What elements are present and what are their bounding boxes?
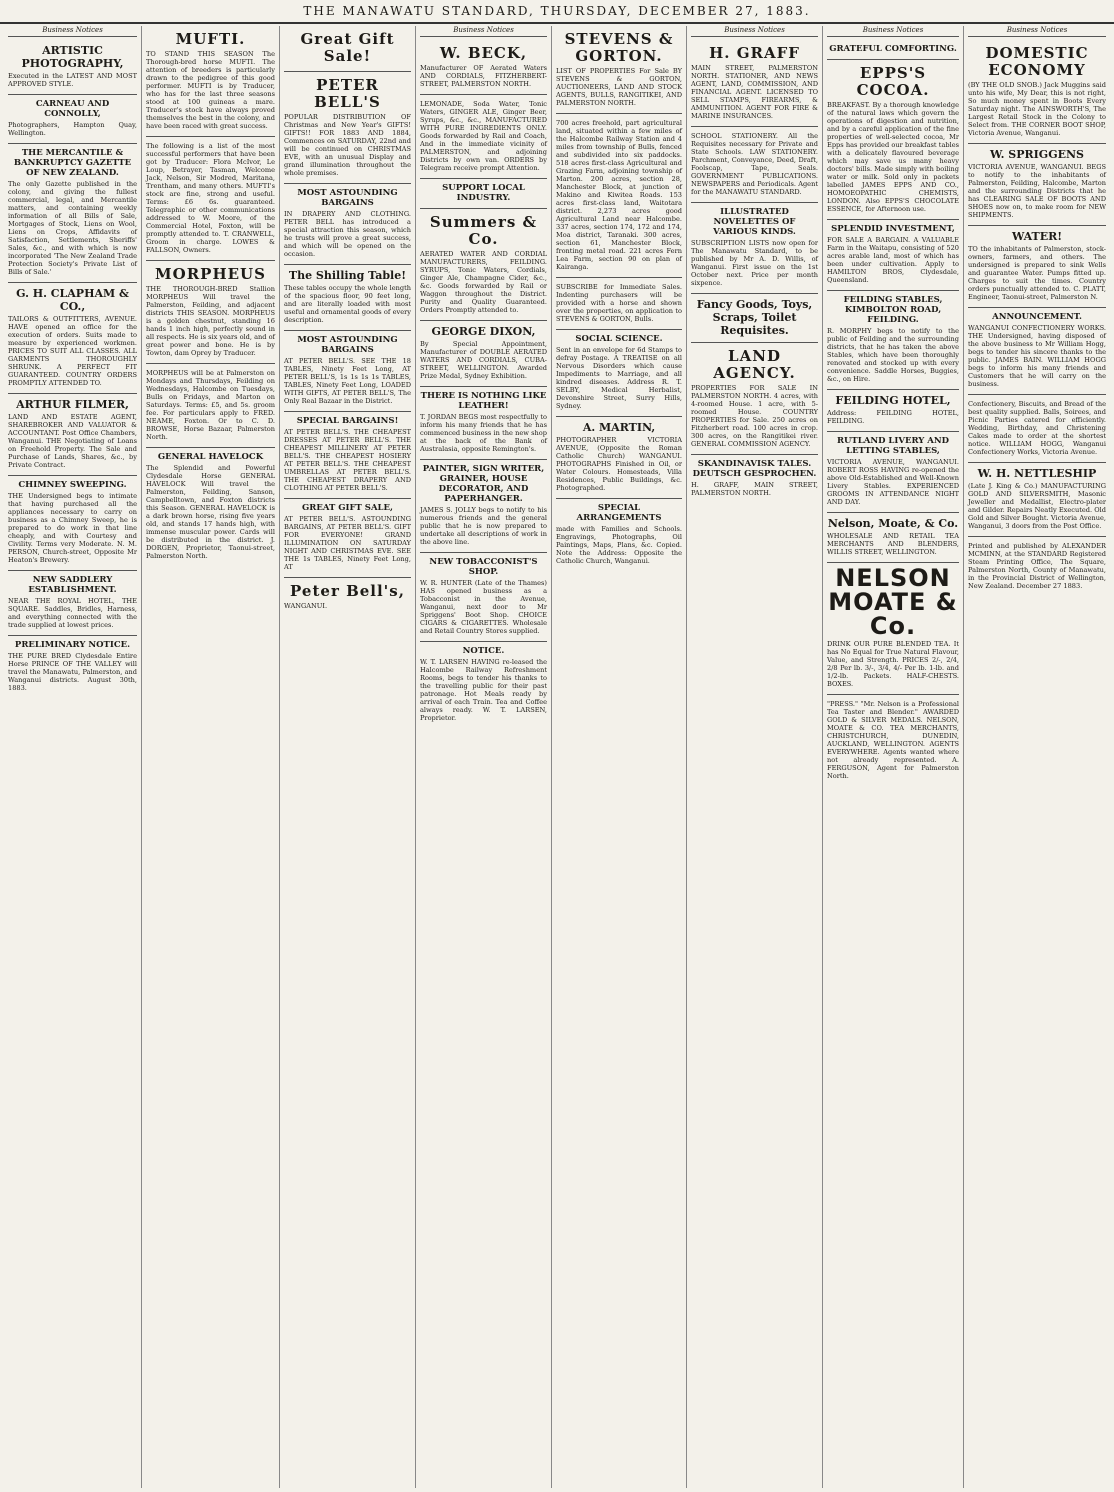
ad-body: 700 acres freehold, part agricultural land, situated within a few miles of the Halcombe Railway Station and 4 miles from township of Bulls, fenced and subdivided into six paddocks. 518 acres first-class Agricultural and Grazing Farm, adjoining township of Marton. 200 acres, section 28, Manchester Block, at junction of Makino and Kiwitea Roads. 153 acres first-class land, Waitotara district. 2,273 acres good Agricultural Land near Halcombe. 337 acres, section 174, 172 and 174, Moa district, Taranaki. 300 acres, section 61, Manchester Block, fronting metal road. 221 acres Fern Lea Farm, section 90 on plan of Kairanga. [556, 119, 682, 271]
advertisement [968, 463, 1106, 537]
advertisement [968, 144, 1106, 226]
ad-body: JAMES S. JOLLY begs to notify to his numerous friends and the general public that he is now prepared to undertake all descriptions of work in the above line. [420, 505, 547, 546]
ad-body: SCHOOL STATIONERY. All the Requisites necessary for Private and State Schools. LAW STATIONERY. Parchment, Conveyance, Deed, Draft, Foolscap, Tape, Seals. GOVERNMENT PUBLICATIONS. NEWSPAPERS and Periodicals. Agent for the MANAWATU STANDARD. [691, 131, 818, 196]
ad-title: GENERAL HAVELOCK [157, 452, 264, 462]
advertisement [284, 499, 411, 578]
ad-title: CHIMNEY SWEEPING. [18, 479, 127, 490]
column-8 [964, 26, 1110, 1488]
ad-body: (BY THE OLD SNOB.) Jack Muggins said unto his wife, My Dear, this is not right, So much money spent in Boots Every Saturday night. The AINSWORTH'S, The Largest Retail Stock in the Colony to Select from. THE CORNER BOOT SHOP, Victoria Avenue, Wanganui. [968, 80, 1106, 137]
column-1 [4, 26, 142, 1488]
ad-body: DRINK OUR PURE BLENDED TEA. It has No Equal for True Natural Flavour, Value, and Strength. PRICES 2/-, 2/4, 2/8 Per lb. 3/-, 3/4, 4/- Per lb. 1-lb. and 1/2-lb. Packets. HALF-CHESTS. BOXES. [827, 639, 959, 688]
advertisement [420, 642, 547, 728]
ad-title: RUTLAND LIVERY AND LETTING STABLES, [836, 435, 950, 456]
ad-title: Fancy Goods, Toys, Scraps, Toilet Requisites. [696, 297, 813, 337]
column-header: Business Notices [8, 26, 137, 37]
advertisement [146, 448, 275, 566]
ad-title: NEW TOBACCONIST'S SHOP. [429, 556, 538, 577]
advertisement [827, 390, 959, 432]
ad-title: SPECIAL ARRANGEMENTS [576, 503, 662, 523]
advertisement [420, 553, 547, 642]
ad-body: AT PETER BELL'S. ASTOUNDING BARGAINS, AT PETER BELL'S. GIFT FOR EVERYONE! GRAND ILLUMINATION ON SATURDAY NIGHT AND CHRISTMAS EVE. SEE THE 1s TABLES, Ninety Feet Long, AT [284, 515, 411, 571]
ad-body: LEMONADE, Soda Water, Tonic Waters, GINGER ALE, Ginger Beer, Syrups, &c., &c., MANUFACTURED WITH PURE INGREDIENTS ONLY. Goods forwarded by Rail and Coach, And in the immediate vicinity of PALMERSTON, and adjoining Districts by own van. ORDERS by Telegram receive prompt Attention. [420, 99, 547, 172]
advertisement [556, 417, 682, 499]
ad-body: W. R. HUNTER (Late of the Thames) HAS opened business as a Tobacconist in the Avenue, Wanganui, next door to Mr Spriggens' Boot Shop. CHOICE CIGARS & CIGARETTES. Wholesale and Retail Country Stores supplied. [420, 578, 547, 635]
ad-body: W. T. LARSEN HAVING re-leased the Halcombe Railway Refreshment Rooms, begs to tender his thanks to the travelling public for their past patronage. Hot Meals ready by arrival of each Train. Tea and Coffee always ready. W. T. LARSEN, Proprietor. [420, 657, 547, 722]
column-6 [687, 26, 823, 1488]
ad-body: Executed in the LATEST AND MOST APPROVED STYLE. [8, 71, 137, 88]
ad-title: The Shilling Table! [288, 269, 407, 282]
advertisement [8, 283, 137, 394]
advertisement [146, 26, 275, 137]
advertisement [146, 137, 275, 261]
column-5 [552, 26, 687, 1488]
ad-title: G. H. CLAPHAM & CO., [16, 286, 129, 313]
advertisement [284, 184, 411, 265]
ad-body: WANGANUI. [284, 602, 328, 610]
ad-title: Peter Bell's, [290, 582, 405, 600]
ad-body: Manufacturer OF Aerated Waters AND CORDIALS, FITZHERBERT-STREET, PALMERSTON NORTH. [420, 63, 547, 88]
ad-title: NEW SADDLERY ESTABLISHMENT. [28, 574, 117, 595]
column-7 [823, 26, 964, 1488]
ad-body: LAND AND ESTATE AGENT, SHAREBROKER AND VALUATOR & ACCOUNTANT. Post Office Chambers, Wanganui. THE Negotiating of Loans on Freehold Property. The Sale and Purchase of Lands, Shares, &c., by Private Contract. [8, 412, 137, 469]
ad-body: POPULAR DISTRIBUTION OF Christmas and New Year's GIFTS! GIFTS!! FOR 1883 AND 1884, Commences on SATURDAY, 22nd and will be continued on CHRISTMAS EVE, with an unusual Display and grand illumination throughout the whole premises. [284, 113, 411, 177]
ad-body: LIST OF PROPERTIES For Sale BY STEVENS & GORTON, AUCTIONEERS, LAND AND STOCK AGENTS, BULLS, RANGITIKEI, AND PALMERSTON NORTH. [556, 67, 682, 107]
advertisement [556, 278, 682, 330]
ad-title: Great Gift Sale! [300, 30, 395, 65]
ad-title: ARTISTIC PHOTOGRAPHY, [21, 43, 124, 70]
ad-title: H. GRAFF [709, 43, 800, 62]
ad-title: MUFTI. [175, 30, 246, 48]
ad-body: Sent in an envelope for 6d Stamps to defray Postage. A TREATISE on all Nervous Disorders which cause Impediments to Marriage, and all kindred diseases. Address R. T. SELBY, Medical Herbalist, Devonshire Street, Surry Hills, Sydney. [556, 346, 682, 410]
ad-body: PROPERTIES FOR SALE IN PALMERSTON NORTH. 4 acres, with 4-roomed House. 1 acre, with 5-roomed House. COUNTRY PROPERTIES for Sale. 250 acres on Fitzherbert road. 100 acres in crop. 300 acres, on the Rangitikei river. GENERAL COMMISSION AGENCY. [691, 383, 818, 448]
advertisement [8, 144, 137, 283]
advertisement [8, 476, 137, 571]
ad-body: Printed and published by ALEXANDER MCMINN, at the STANDARD Registered Steam Printing Office, The Square, Palmerston North, County of Manawatu, in the Provincial District of Wellington, New Zealand. December 27 1883. [968, 541, 1106, 590]
ad-body: TO the inhabitants of Palmerston, stock-owners, farmers, and others. The undersigned is prepared to sink Wells and guarantee Water. Pumps fitted up. Charges to suit the times. Country orders punctually attended to. C. PLATT, Engineer, Taonui-street, Palmerston N. [968, 244, 1106, 301]
ad-title: ILLUSTRATED NOVELETTES OF VARIOUS KINDS. [713, 206, 796, 237]
ad-body: Confectionery, Biscuits, and Bread of the best quality supplied. Balls, Soirees, and Picnic Parties catered for efficiently. Wedding, Birthday, and Christening Cakes made to order at the shortest notice. WILLIAM HOGG, Wanganui Confectionery Works, Victoria Avenue. [968, 399, 1106, 456]
advertisement [691, 343, 818, 455]
ad-title: STEVENS & GORTON. [564, 30, 674, 65]
column-header: Business Notices [827, 26, 959, 37]
ad-title: W. SPRIGGENS [990, 147, 1084, 161]
ad-title: EPPS'S COCOA. [856, 63, 930, 99]
advertisement [691, 127, 818, 203]
advertisement [968, 226, 1106, 308]
ad-title: PETER BELL'S [314, 76, 381, 111]
ad-title: SKANDINAVISK TALES. DEUTSCH GESPROCHEN. [692, 458, 817, 479]
ad-body: The only Gazette published in the colony, and giving the fullest commercial, legal, and Mercantile matters, and containing weekly information of all Bills of Sale, Mortgages of Stock, Liens on Wool, Liens on Crops, Affidavits of Satisfaction, Settlements, Sheriffs' Sales, &c., and with which is now incorporated 'The New Zealand Trade Protection Society's Private List of Bills of Sale.' [8, 179, 137, 276]
advertisement [284, 26, 411, 72]
ad-body: T. JORDAN BEGS most respectfully to inform his many friends that he has commenced business in the new shop at the back of the Bank of Australasia, opposite Remington's. [420, 412, 547, 453]
ad-body: TO STAND THIS SEASON The Thorough-bred horse MUFTI. The attention of breeders is particularly drawn to the pedigree of this good performer. MUFTI is by Traducer, who has for the last three seasons stood at 100 guineas a mare. Traducer's stock have always proved themselves the best in the colony, and have been raced with great success. [146, 50, 275, 130]
ad-body: THE Undersigned begs to intimate that having purchased all the appliances necessary to carry on business as a Chimney Sweep, he is prepared to do work in that line cheaply, and with Courtesy and Civility. Terms very Moderate. N. M. PERSON, Church-street, Opposite Mr Heaton's Brewery. [8, 491, 137, 564]
ad-title: SOCIAL SCIENCE. [575, 334, 663, 344]
ad-title: FEILDING STABLES, KIMBOLTON ROAD, FEILDING. [843, 294, 943, 325]
advertisement [420, 95, 547, 179]
advertisement [420, 179, 547, 209]
advertisement [284, 412, 411, 499]
ad-title: ARTHUR FILMER, [16, 397, 129, 411]
ad-body: FOR SALE A BARGAIN. A VALUABLE Farm in the Waitapu, consisting of 520 acres arable land, most of which has been under cultivation. Apply to HAMILTON BROS, Clydesdale, Queensland. [827, 235, 959, 284]
ad-title: W. H. NETTLESHIP [977, 466, 1097, 480]
ad-body: The Splendid and Powerful Clydesdale Horse GENERAL HAVELOCK Will travel the Palmerston, Feilding, Sanson, Campbelltown, and Foxton districts this Season. GENERAL HAVELOCK is a dark brown horse, rising five years old, and stands 17 hands high, with immense muscular power. Cards will be distributed in the district. J. DORGEN, Proprietor, Taonui-street, Palmerston North. [146, 464, 275, 560]
advertisement [420, 321, 547, 387]
ad-title: ANNOUNCEMENT. [992, 311, 1082, 322]
advertisement [968, 395, 1106, 463]
ad-body: Address: FEILDING HOTEL, FEILDING. [827, 408, 959, 425]
ad-body: THE THOROUGH-BRED Stallion MORPHEUS Will travel the Palmerston, Feilding, and adjacent districts THIS SEASON. MORPHEUS is a golden chestnut, standing 16 hands 1 inch high, perfectly sound in all respects. He is six years old, and of great power and bone. He is by Towton, dam Oprey by Traducer. [146, 285, 275, 357]
ad-title: DOMESTIC ECONOMY [985, 43, 1089, 79]
ad-title: PAINTER, SIGN WRITER, GRAINER, HOUSE DECORATOR, AND PAPERHANGER. [422, 463, 545, 504]
advertisement [420, 387, 547, 460]
ad-body: SUBSCRIPTION LISTS now open for The Manawatu Standard, to be published by Mr A. D. Willis, of Wanganui. First issue on the 1st October next. Price per month sixpence. [691, 238, 818, 287]
ad-body: H. GRAFF, MAIN STREET, PALMERSTON NORTH. [691, 480, 818, 497]
advertisement [968, 308, 1106, 395]
advertisement [284, 72, 411, 184]
advertisement [827, 40, 959, 60]
ad-title: WATER! [1011, 229, 1063, 243]
ad-title: NOTICE. [462, 645, 505, 656]
advertisement [556, 114, 682, 278]
ad-body: R. MORPHY begs to notify to the public of Feilding and the surrounding districts, that he has taken the above Stables, which have been thoroughly renovated and stocked up with every convenience. Saddle Horses, Buggies, &c., on Hire. [827, 326, 959, 383]
ad-title: SPLENDID INVESTMENT, [831, 223, 955, 234]
advertisement [556, 330, 682, 417]
ad-title: THERE IS NOTHING LIKE LEATHER! [420, 390, 547, 411]
ad-title: NELSON MOATE & Co. [828, 563, 958, 640]
ad-body: AT PETER BELL'S. SEE THE 18 TABLES, Ninety Feet Long, AT PETER BELL'S, 1s 1s 1s 1s TABLES, TABLES, Ninety Feet Long, LOADED WITH GIFTS, AT PETER BELL'S, The Only Real Bazaar in the District. [284, 357, 411, 405]
ad-body: THE PURE BRED Clydesdale Entire Horse PRINCE OF THE VALLEY will travel the Manawatu, Palmerston, and Wanganui districts. August 30th, 1883. [8, 651, 137, 692]
advertisement [827, 695, 959, 786]
advertisement [968, 537, 1106, 596]
ad-title: MOST ASTOUNDING BARGAINS [297, 335, 398, 355]
ad-body: BREAKFAST. By a thorough knowledge of the natural laws which govern the operations of digestion and nutrition, and by a careful application of the fine properties of well-selected cocoa, Mr Epps has provided our breakfast tables with a delicately flavoured beverage which may save us many heavy doctors' bills. Made simply with boiling water or milk. Sold only in packets labelled JAMES EPPS AND CO., HOMOEOPATHIC CHEMISTS, LONDON. Also EPPS'S CHOCOLATE ESSENCE, for Afternoon use. [827, 100, 959, 213]
advertisement [284, 265, 411, 331]
ad-body: AERATED WATER AND CORDIAL MANUFACTURERS, FEILDING. SYRUPS, Tonic Waters, Cordials, Ginger Ale, Champagne Cider, &c., &c. Goods forwarded by Rail or Waggon throughout the District. Purity and Quality Guaranteed. Orders Promptly attended to. [420, 249, 547, 314]
advertisement [827, 563, 959, 695]
ad-title: Nelson, Moate, & Co. [827, 516, 959, 530]
masthead [0, 0, 1114, 24]
advertisement [827, 291, 959, 390]
ad-title: MORPHEUS [155, 265, 266, 283]
advertisement [146, 261, 275, 364]
advertisement [691, 203, 818, 294]
advertisement [420, 40, 547, 95]
ad-body: Photographers, Hampton Quay, Wellington. [8, 120, 137, 137]
masthead-title: THE MANAWATU STANDARD, THURSDAY, DECEMBER 27, 1883. [303, 4, 811, 18]
ad-title: PRELIMINARY NOTICE. [14, 639, 131, 650]
ad-body: AT PETER BELL'S. THE CHEAPEST DRESSES AT PETER BELL'S. THE CHEAPEST MILLINERY AT PETER BELL'S. THE CHEAPEST HOSIERY AT PETER BELL'S. THE CHEAPEST UMBRELLAS AT PETER BELL'S. THE CHEAPEST DRAPERY AND CLOTHING AT PETER BELL'S. [284, 428, 411, 492]
column-3 [280, 26, 416, 1488]
ad-title: SPECIAL BARGAINS! [296, 416, 399, 426]
advertisement [556, 499, 682, 571]
advertisement [827, 60, 959, 220]
advertisement [284, 331, 411, 412]
ad-body: VICTORIA AVENUE, WANGANUI. ROBERT ROSS HAVING re-opened the above Old-Established and Well-Known Livery Stables. EXPERIENCED GROOMS IN ATTENDANCE NIGHT AND DAY. [827, 457, 959, 506]
advertisement [827, 220, 959, 291]
advertisement [8, 571, 137, 636]
advertisement [691, 294, 818, 343]
advertisement [8, 40, 137, 95]
ad-body: MAIN STREET, PALMERSTON NORTH. STATIONER, AND NEWS AGENT, LAND, COMMISSION, AND FINANCIAL AGENT. LICENSED TO SELL STAMPS, FIREARMS, & AMMUNITION. AGENT FOR FIRE & MARINE INSURANCES. [691, 63, 818, 120]
ad-title: SUPPORT LOCAL INDUSTRY. [442, 182, 525, 203]
column-header: Business Notices [968, 26, 1106, 37]
column-header: Business Notices [691, 26, 818, 37]
advertisement [284, 578, 411, 616]
ad-body: "PRESS." "Mr. Nelson is a Professional Tea Taster and Blender." AWARDED GOLD & SILVER MEDALS. NELSON, MOATE & CO. TEA MERCHANTS, CHRISTCHURCH, DUNEDIN, AUCKLAND, WELLINGTON. AGENTS EVERYWHERE. Agents wanted where not already represented. A. FERGUSON, Agent for Palmerston North. [827, 699, 959, 780]
ad-body: IN DRAPERY AND CLOTHING. PETER BELL has introduced a special attraction this season, which he trusts will prove a great success, and which will be opened on the occasion. [284, 210, 411, 258]
ad-title: MOST ASTOUNDING BARGAINS [297, 188, 398, 208]
column-4 [416, 26, 552, 1488]
ad-body: PHOTOGRAPHER VICTORIA AVENUE, (Opposite the Roman Catholic Church) WANGANUI. PHOTOGRAPHS Finished in Oil, or Water Colours. Homesteads, Villa Residences, Public Buildings, &c. Photographed. [556, 436, 682, 492]
ad-title: FEILDING HOTEL, [835, 393, 951, 407]
advertisement [8, 394, 137, 476]
advertisement [691, 455, 818, 503]
advertisement [691, 40, 818, 127]
ad-title: LAND AGENCY. [713, 346, 796, 382]
ad-body: (Late J. King & Co.) MANUFACTURING GOLD AND SILVERSMITH, Masonic Jeweller and Medallist, Electro-plater and Gilder. Repairs Neatly Executed. Old Gold and Silver Bought. Victoria Avenue, Wanganui, 3 doors from the Post Office. [968, 481, 1106, 530]
ad-body: WANGANUI CONFECTIONERY WORKS. THE Undersigned, having disposed of the above business to Mr William Hogg, begs to tender his sincere thanks to the public. JAMES BAIN. WILLIAM HOGG begs to inform his many friends and Customers that he will carry on the business. [968, 323, 1106, 388]
ad-body: SUBSCRIBE for Immediate Sales. Indenting purchasers will be provided with a horse and shown over the properties, on application to STEVENS & GORTON, Bulls. [556, 283, 682, 323]
ad-title: GEORGE DIXON, [431, 324, 536, 338]
ad-body: VICTORIA AVENUE, WANGANUI. BEGS to notify to the inhabitants of Palmerston, Feilding, Halcombe, Marton and the surrounding Districts that he has CLEARING SALE OF BOOTS AND SHOES now on, to make room for NEW SHIPMENTS. [968, 162, 1106, 219]
ad-title: CARNEAU AND CONNOLLY, [35, 98, 110, 119]
ad-body: These tables occupy the whole length of the spacious floor, 90 feet long, and are literally loaded with most useful and ornamental goods of every description. [284, 284, 411, 324]
advertisement [827, 432, 959, 513]
ad-title: GRATEFUL COMFORTING. [829, 43, 957, 54]
column-header: Business Notices [420, 26, 547, 37]
ad-title: GREAT GIFT SALE, [302, 503, 393, 513]
advertisement [8, 636, 137, 698]
ad-body: The following is a list of the most successful performers that have been got by Traducer: Flora McIvor, Le Loup, Betrayer, Tasman, Welcome Jack, Nelson, Sir Modred, Maritana, Trentham, and many others. MUFTI's stock are fine, strong and useful. Terms: £6 6s. guaranteed. Telegraphic or other communications addressed to W. Moore, of the Commercial Hotel, Foxton, will be promptly attended to. T. CRANWELL, Groom in charge. LOWES & FALLSON, Owners. [146, 142, 275, 254]
advertisement [827, 513, 959, 563]
advertisement [146, 364, 275, 448]
ad-title: A. MARTIN, [582, 421, 656, 434]
column-2 [142, 26, 280, 1488]
ad-body: WHOLESALE AND RETAIL TEA MERCHANTS AND BLENDERS, WILLIS STREET, WELLINGTON. [827, 531, 959, 556]
advertisement [968, 40, 1106, 144]
ad-title: W. BECK, [439, 43, 528, 62]
advertisement [556, 26, 682, 114]
ad-body: By Special Appointment, Manufacturer of DOUBLE AERATED WATERS AND CORDIALS, CUBA-STREET, WELLINGTON. Awarded Prize Medal, Sydney Exhibition. [420, 339, 547, 380]
ad-body: MORPHEUS will be at Palmerston on Mondays and Thursdays, Feilding on Wednesdays, Halcombe on Tuesdays, Bulls on Fridays, and Marton on Saturdays. Terms: £5, and 5s. groom fee. For particulars apply to FRED. NEAME, Foxton. Or to C. D. BROWSE, Horse Bazaar, Palmerston North. [146, 369, 275, 441]
ad-title: THE MERCANTILE & BANKRUPTCY GAZETTE OF NEW ZEALAND. [13, 147, 132, 178]
ad-body: NEAR THE ROYAL HOTEL, THE SQUARE. Saddles, Bridles, Harness, and everything connected with the trade supplied at lowest prices. [8, 596, 137, 629]
advertisement [420, 209, 547, 321]
ad-body: made with Families and Schools. Engravings, Photographs, Oil Paintings, Maps, Plans, &c. Copied. Note the Address: Opposite the Catholic Church, Wanganui. [556, 525, 682, 565]
columns [4, 26, 1110, 1488]
advertisement [8, 95, 137, 144]
advertisement [420, 460, 547, 553]
ad-body: TAILORS & OUTFITTERS, AVENUE. HAVE opened an office for the execution of orders. Suits made to measure by experienced workmen. PRICES TO SUIT ALL CLASSES. ALL GARMENTS THOROUGHLY SHRUNK. A PERFECT FIT GUARANTEED. COUNTRY ORDERS PROMPTLY ATTENDED TO. [8, 314, 137, 387]
ad-title: Summers & Co. [429, 212, 538, 248]
